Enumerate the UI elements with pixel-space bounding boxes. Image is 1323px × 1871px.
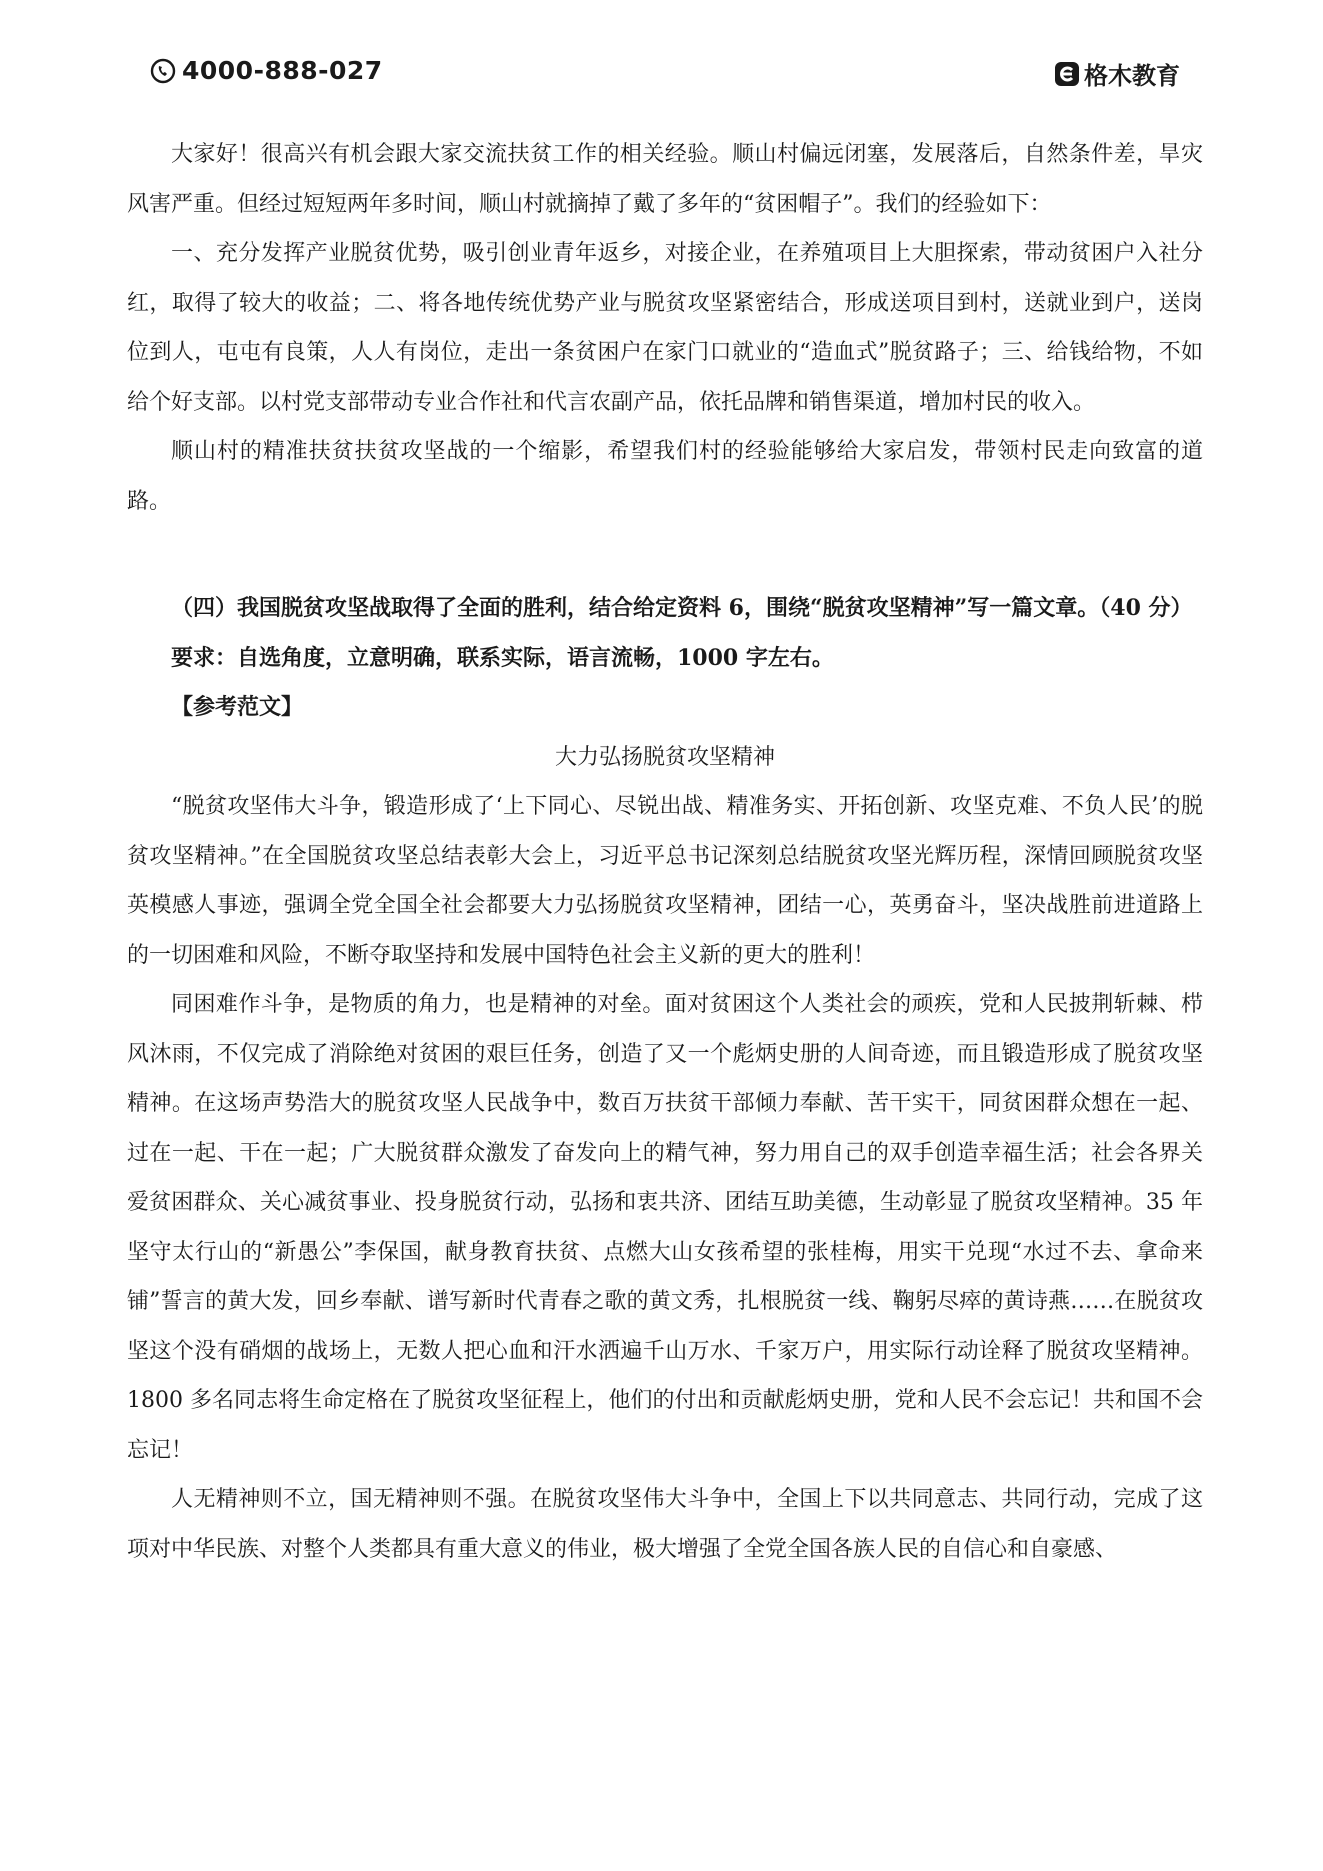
reference-label: 【参考范文】 [171, 694, 304, 720]
question-requirement: 要求：自选角度，立意明确，联系实际，语言流畅，1000 字左右。 [171, 644, 834, 671]
question-prompt: （四）我国脱贫攻坚战取得了全面的胜利，结合给定资料 6，围绕“脱贫攻坚精神”写一篇文章。（40 分） [171, 595, 1193, 621]
intro-paragraph: 顺山村的精准扶贫扶贫攻坚战的一个缩影，希望我们村的经验能够给大家启发，带领村民走向致富的道路。 [127, 439, 1203, 514]
essay-paragraph: 人无精神则不立，国无精神则不强。在脱贫攻坚伟大斗争中，全国上下以共同意志、共同行动，完成了这项对中华民族、对整个人类都具有重大意义的伟业，极大增强了全党全国各族人民的自信心和自豪感、 [127, 1487, 1203, 1562]
brand [1054, 56, 1180, 91]
page-header [150, 56, 1180, 96]
brand-name: 格木教育 [1084, 62, 1180, 90]
section-gap [127, 526, 1203, 584]
essay-title: 大力弘扬脱贫攻坚精神 [554, 744, 775, 770]
essay-paragraph: “脱贫攻坚伟大斗争，锻造形成了‘上下同心、尽锐出战、精准务实、开拓创新、攻坚克难、不负人民’的脱贫攻坚精神。”在全国脱贫攻坚总结表彰大会上，习近平总书记深刻总结脱贫攻坚光辉历程，深情回顾脱贫攻坚英模感人事迹，强调全党全国全社会都要大力弘扬脱贫攻坚精神，团结一心，英勇奋斗，坚决战胜前进道路上的一切困难和风险，不断夺取坚持和发展中国特色社会主义新的更大的胜利！ [127, 794, 1203, 968]
brand-logo-icon [1054, 61, 1080, 87]
intro-paragraph: 大家好！很高兴有机会跟大家交流扶贫工作的相关经验。顺山村偏远闭塞，发展落后，自然条件差，旱灾风害严重。但经过短短两年多时间，顺山村就摘掉了戴了多年的“贫困帽子”。我们的经验如下： [127, 142, 1203, 217]
intro-paragraph: 一、充分发挥产业脱贫优势，吸引创业青年返乡，对接企业，在养殖项目上大胆探索，带动贫困户入社分红，取得了较大的收益；二、将各地传统优势产业与脱贫攻坚紧密结合，形成送项目到村，送就业到户，送岗位到人，屯屯有良策，人人有岗位，走出一条贫困户在家门口就业的“造血式”脱贫路子；三、给钱给物，不如给个好支部。以村党支部带动专业合作社和代言农副产品，依托品牌和销售渠道，增加村民的收入。 [127, 241, 1203, 415]
phone-icon [150, 58, 176, 84]
document-body [127, 130, 1203, 1574]
phone-contact [150, 56, 383, 85]
phone-number: 4000-888-027 [182, 56, 383, 85]
essay-paragraph: 同困难作斗争，是物质的角力，也是精神的对垒。面对贫困这个人类社会的顽疾，党和人民披荆斩棘、栉风沐雨，不仅完成了消除绝对贫困的艰巨任务，创造了又一个彪炳史册的人间奇迹，而且锻造形成了脱贫攻坚精神。在这场声势浩大的脱贫攻坚人民战争中，数百万扶贫干部倾力奉献、苦干实干，同贫困群众想在一起、过在一起、干在一起；广大脱贫群众激发了奋发向上的精气神，努力用自己的双手创造幸福生活；社会各界关爱贫困群众、关心减贫事业、投身脱贫行动，弘扬和衷共济、团结互助美德，生动彰显了脱贫攻坚精神。35 年坚守太行山的“新愚公”李保国，献身教育扶贫、点燃大山女孩希望的张桂梅，用实干兑现“水过不去、拿命来铺”誓言的黄大发，回乡奉献、谱写新时代青春之歌的黄文秀，扎根脱贫一线、鞠躬尽瘁的黄诗燕……在脱贫攻坚这个没有硝烟的战场上，无数人把心血和汗水洒遍千山万水、千家万户，用实际行动诠释了脱贫攻坚精神。1800 多名同志将生命定格在了脱贫攻坚征程上，他们的付出和贡献彪炳史册，党和人民不会忘记！共和国不会忘记！ [127, 992, 1203, 1463]
